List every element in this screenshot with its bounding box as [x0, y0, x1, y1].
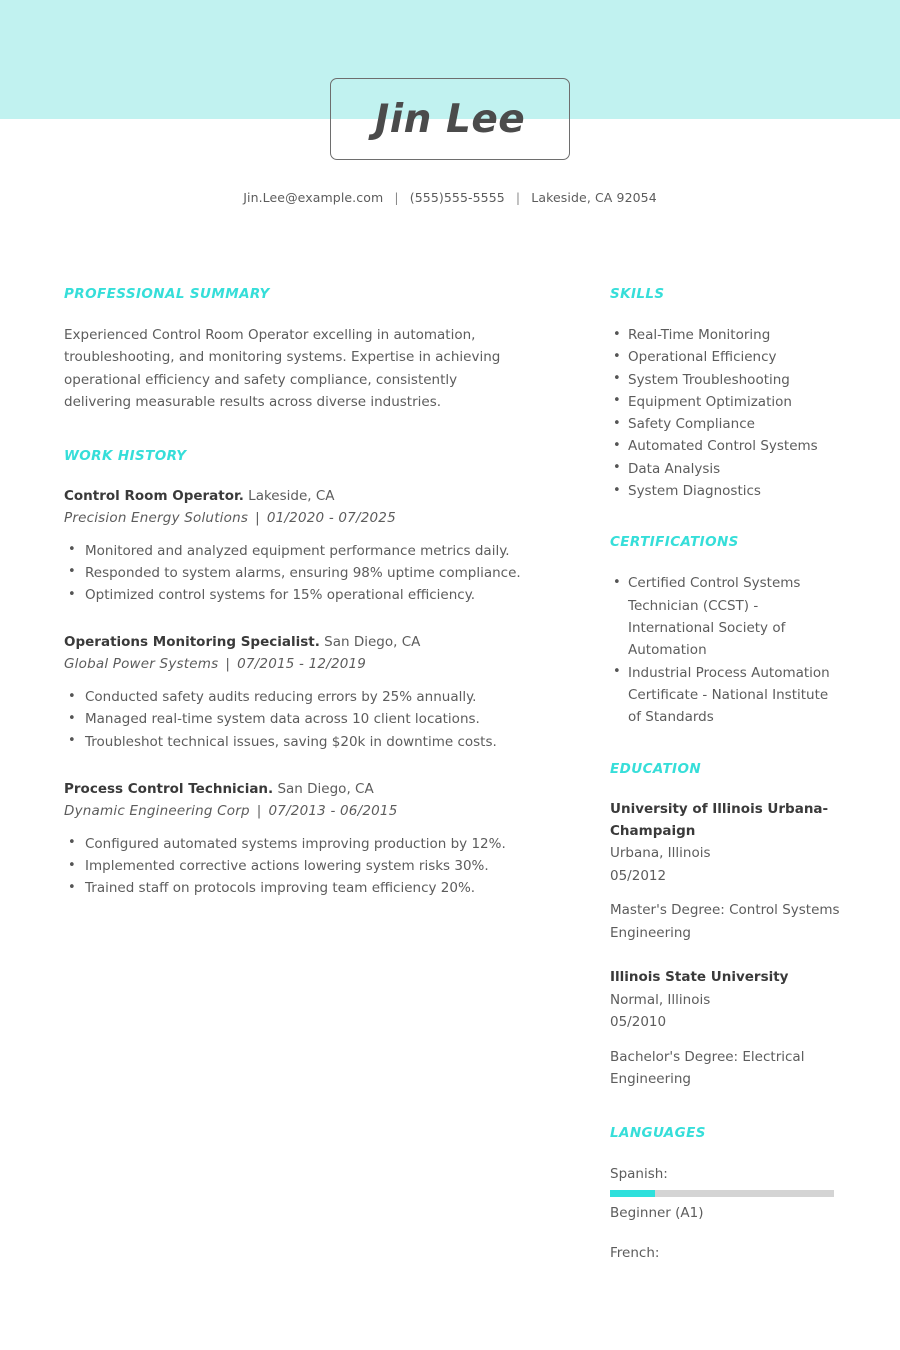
section-heading-skills: SKILLS — [610, 286, 665, 302]
skills-list — [610, 324, 842, 502]
right-column — [610, 286, 842, 1282]
skill-item: • Data Analysis — [610, 458, 842, 480]
work-history-entry — [64, 486, 534, 607]
job-heading — [64, 632, 534, 652]
job-dates: 01/2020 - 07/2025 — [266, 509, 396, 526]
job-bullet: • Managed real-time system data across 10 client locations. — [64, 708, 534, 730]
contact-location: Lakeside, CA 92054 — [531, 190, 657, 205]
education-date: 05/2010 — [610, 1014, 667, 1031]
job-location: San Diego, CA — [277, 780, 374, 797]
job-bullet: • Optimized control systems for 15% operational efficiency. — [64, 584, 534, 606]
section-heading-work-history: WORK HISTORY — [64, 447, 187, 464]
contact-phone: (555)555-5555 — [409, 190, 505, 205]
work-history-entry — [64, 779, 534, 900]
job-location: San Diego, CA — [324, 634, 421, 651]
education-school: University of Illinois Urbana-Champaign — [610, 801, 829, 839]
job-company: Global Power Systems — [64, 656, 219, 673]
job-bullet: • Monitored and analyzed equipment performance metrics daily. — [64, 540, 534, 562]
job-company: Precision Energy Solutions — [64, 509, 249, 526]
work-history-entry — [64, 632, 534, 753]
job-heading — [64, 779, 534, 799]
job-bullet: • Trained staff on protocols improving team efficiency 20%. — [64, 877, 534, 899]
job-dates: 07/2013 - 06/2015 — [268, 802, 398, 819]
job-title: Control Room Operator. — [64, 487, 244, 504]
professional-summary-text: Experienced Control Room Operator excelling in automation, troubleshooting, and monitoring systems. Expertise in achieving operational efficiency and safety compliance, consistently delivering measurable results across diverse industries. — [64, 327, 501, 411]
section-heading-professional-summary: PROFESSIONAL SUMMARY — [64, 286, 270, 302]
education-date: 05/2012 — [610, 867, 667, 884]
certification-item: • Certified Control Systems Technician (CCST) - International Society of Automation — [610, 572, 842, 661]
education-degree: Bachelor's Degree: Electrical Engineering — [610, 1048, 805, 1088]
skill-item: • Equipment Optimization — [610, 391, 842, 413]
name-box — [330, 78, 570, 160]
language-entry — [610, 1163, 842, 1224]
section-languages — [610, 1125, 842, 1264]
job-bullet: • Implemented corrective actions lowering system risks 30%. — [64, 855, 534, 877]
job-title: Process Control Technician. — [64, 780, 274, 797]
job-meta-separator: | — [255, 509, 260, 526]
job-meta-separator: | — [256, 802, 262, 819]
section-professional-summary — [64, 286, 534, 414]
skill-item: • Operational Efficiency — [610, 346, 842, 368]
language-proficiency-fill — [610, 1190, 655, 1197]
language-name: Spanish: — [610, 1165, 668, 1182]
education-degree: Master's Degree: Control Systems Engineering — [610, 902, 840, 941]
job-bullet: • Conducted safety audits reducing errors by 25% annually. — [64, 686, 534, 708]
job-bullet: • Responded to system alarms, ensuring 98% uptime compliance. — [64, 562, 534, 584]
language-proficiency-bar — [610, 1190, 834, 1197]
skill-item: • System Troubleshooting — [610, 369, 842, 391]
section-heading-certifications: CERTIFICATIONS — [610, 534, 739, 551]
skill-item: • System Diagnostics — [610, 480, 842, 502]
language-entry — [610, 1242, 842, 1264]
job-title: Operations Monitoring Specialist. — [64, 634, 320, 651]
language-name: French: — [610, 1244, 660, 1261]
job-company-dates — [64, 508, 534, 528]
job-bullet: • Troubleshot technical issues, saving $20k in downtime costs. — [64, 731, 534, 753]
skill-item: • Automated Control Systems — [610, 435, 842, 457]
section-heading-education: EDUCATION — [610, 761, 702, 778]
education-school: Illinois State University — [610, 969, 789, 986]
certifications-list — [610, 572, 842, 728]
education-entry — [610, 799, 842, 944]
job-dates: 07/2015 - 12/2019 — [237, 656, 367, 673]
education-place: Normal, Illinois — [610, 991, 711, 1008]
job-company: Dynamic Engineering Corp — [64, 802, 250, 819]
section-education — [610, 761, 842, 1091]
section-work-history — [64, 448, 534, 900]
job-bullet: • Configured automated systems improving production by 12%. — [64, 833, 534, 855]
candidate-name: Jin Lee — [374, 96, 526, 142]
section-certifications — [610, 534, 842, 728]
contact-email: Jin.Lee@example.com — [243, 190, 384, 205]
job-heading — [64, 486, 534, 506]
job-meta-separator: | — [225, 656, 231, 673]
skill-item: • Real-Time Monitoring — [610, 324, 842, 346]
education-entry — [610, 967, 842, 1091]
job-bullet-list — [64, 686, 534, 753]
section-heading-languages: LANGUAGES — [610, 1124, 706, 1141]
contact-separator-1: | — [394, 190, 399, 205]
job-company-dates — [64, 801, 534, 821]
left-column — [64, 286, 534, 899]
language-level: Beginner (A1) — [610, 1204, 704, 1221]
certification-item: • Industrial Process Automation Certificate - National Institute of Standards — [610, 662, 842, 729]
skill-item: • Safety Compliance — [610, 413, 842, 435]
section-skills — [610, 286, 842, 502]
job-company-dates — [64, 654, 534, 674]
job-bullet-list — [64, 540, 534, 607]
contact-separator-2: | — [515, 190, 521, 205]
education-place: Urbana, Illinois — [610, 845, 711, 862]
job-bullet-list — [64, 833, 534, 900]
job-location: Lakeside, CA — [248, 487, 335, 504]
contact-line — [0, 190, 900, 205]
